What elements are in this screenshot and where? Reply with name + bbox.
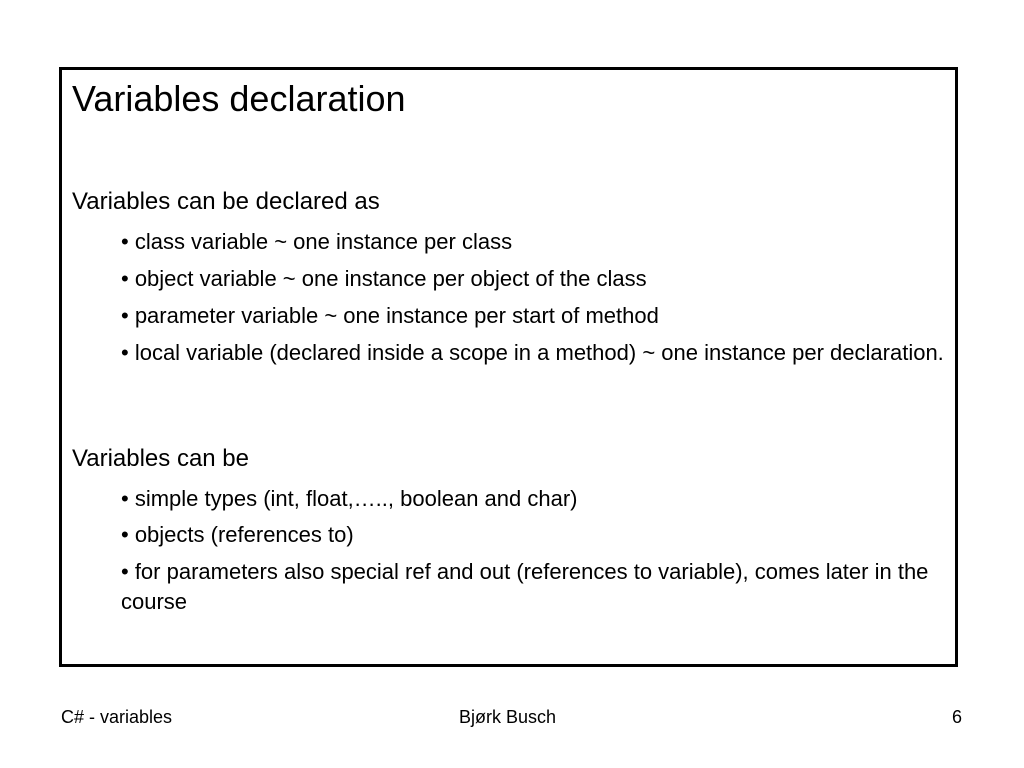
bullet-parameter-variable: • parameter variable ~ one instance per start of method xyxy=(121,303,659,328)
bullet-class-variable: • class variable ~ one instance per class xyxy=(121,229,513,254)
bullet-ref-out-parameters: • for parameters also special ref and out (references to variable), comes later in the course xyxy=(121,559,929,614)
bullet-object-variable: • object variable ~ one instance per object of the class xyxy=(121,266,647,291)
section-heading-declared-as: Variables can be declared as xyxy=(72,188,380,215)
footer-left-text: C# - variables xyxy=(61,707,173,727)
footer-author: Bjørk Busch xyxy=(459,707,557,727)
bullet-local-variable: • local variable (declared inside a scope in a method) ~ one instance per declaration. xyxy=(121,340,944,365)
section-heading-can-be: Variables can be xyxy=(72,445,249,472)
bullet-simple-types: • simple types (int, float,….., boolean and char) xyxy=(121,486,578,511)
bullet-objects: • objects (references to) xyxy=(121,522,354,547)
footer-page-number: 6 xyxy=(952,707,963,727)
slide-title: Variables declaration xyxy=(72,78,406,119)
